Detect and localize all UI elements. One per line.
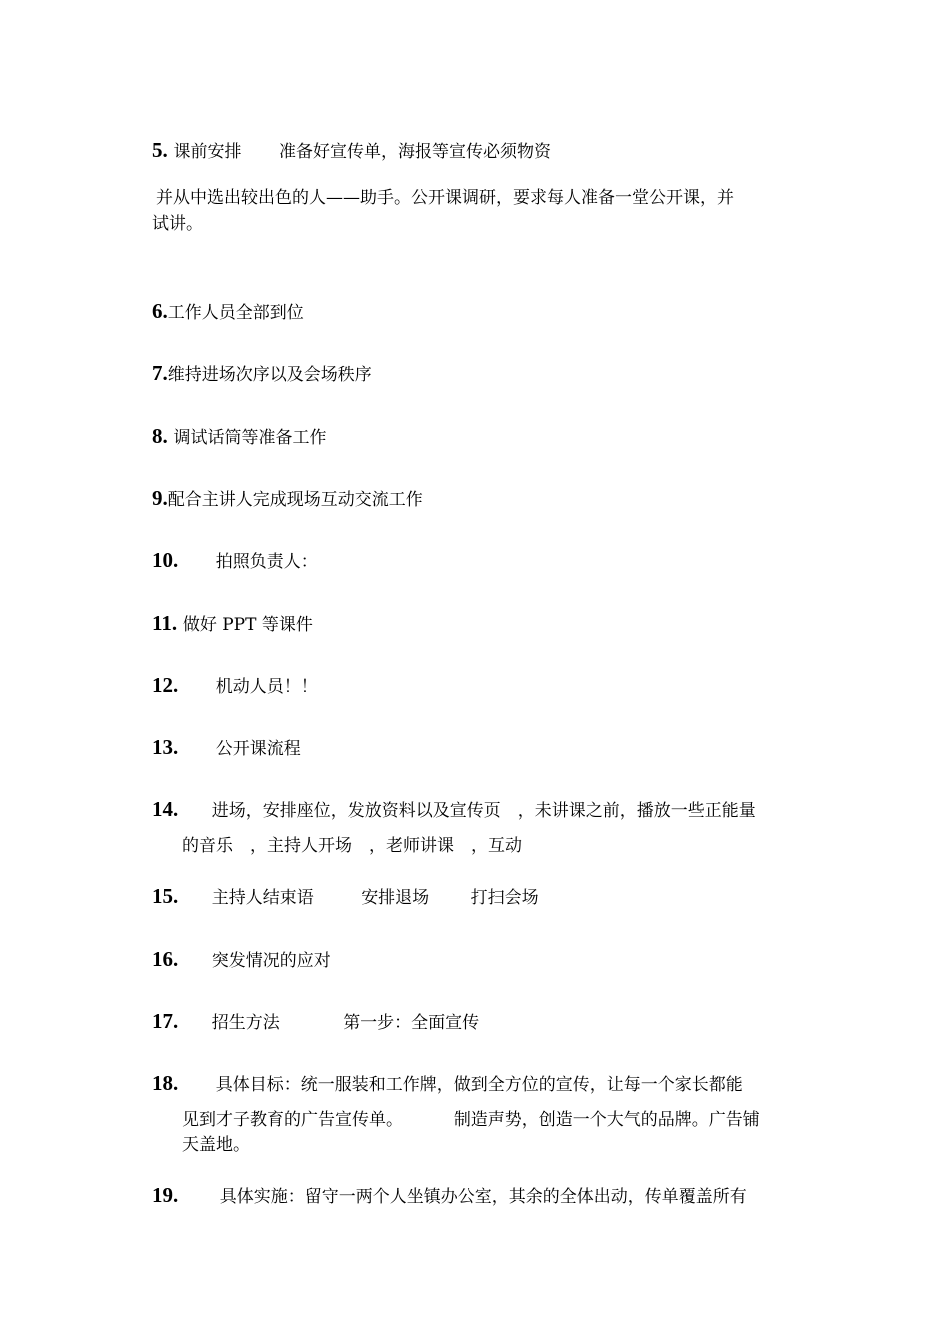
list-item-16 — [152, 947, 331, 973]
list-item-15 — [152, 884, 539, 910]
list-item-19 — [152, 1183, 747, 1209]
item-number: 14. — [152, 797, 179, 821]
list-item-13 — [152, 735, 301, 761]
list-item-11 — [152, 611, 313, 637]
item-text: 进场，安排座位，发放资料以及宣传页 ，未讲课之前，播放一些正能量 — [211, 801, 756, 821]
item-number: 18. — [152, 1071, 179, 1095]
item-text: 课前安排 — [173, 142, 242, 162]
item-text-2: 安排退场 — [361, 888, 430, 908]
item-number: 19. — [152, 1183, 179, 1207]
item-number: 13. — [152, 735, 179, 759]
item-text: 工作人员全部到位 — [167, 303, 304, 323]
list-item-5 — [152, 138, 551, 164]
item-number: 15. — [152, 884, 179, 908]
list-item-18-continuation-2: 天盖地。 — [182, 1135, 250, 1155]
item-number: 17. — [152, 1009, 179, 1033]
item-text: 机动人员！！ — [215, 677, 318, 697]
list-item-8 — [152, 424, 326, 450]
item-number: 12. — [152, 673, 179, 697]
list-item-10 — [152, 548, 318, 574]
item-text: 拍照负责人： — [215, 552, 318, 572]
item-text: 维持进场次序以及会场秩序 — [167, 365, 372, 385]
item-text: 做好 PPT 等课件 — [182, 615, 313, 635]
list-item-18 — [152, 1071, 743, 1097]
list-item-14-continuation: 的音乐 ，主持人开场 ，老师讲课 ，互动 — [182, 836, 522, 856]
item-text: 调试话筒等准备工作 — [173, 428, 327, 448]
item-text-3: 打扫会场 — [470, 888, 539, 908]
list-item-14 — [152, 797, 756, 823]
list-item-18-continuation — [182, 1108, 760, 1132]
item-number: 9. — [152, 486, 168, 510]
item-text: 突发情况的应对 — [211, 951, 331, 971]
item-text: 具体实施：留守一两个人坐镇办公室，其余的全体出动，传单覆盖所有 — [219, 1187, 747, 1207]
item-number: 6. — [152, 299, 168, 323]
item-number: 11. — [152, 611, 178, 635]
item-text-2: 第一步：全面宣传 — [343, 1013, 480, 1033]
list-item-17 — [152, 1009, 479, 1035]
item-text: 公开课流程 — [215, 739, 301, 759]
item-text: 招生方法 — [211, 1013, 280, 1033]
item-text: 配合主讲人完成现场互动交流工作 — [167, 490, 423, 510]
item-text: 具体目标：统一服装和工作牌，做到全方位的宣传，让每一个家长都能 — [215, 1075, 743, 1095]
item-text-2: 准备好宣传单，海报等宣传必须物资 — [278, 142, 551, 162]
paragraph-line-2: 试讲。 — [152, 214, 203, 234]
list-item-9 — [152, 486, 423, 512]
item-number: 10. — [152, 548, 179, 572]
continuation-part-2: 制造声势，创造一个大气的品牌。广告铺 — [453, 1110, 760, 1130]
item-number: 7. — [152, 361, 168, 385]
item-number: 16. — [152, 947, 179, 971]
continuation-part-1: 见到才子教育的广告宣传单。 — [182, 1110, 403, 1130]
list-item-12 — [152, 673, 318, 699]
list-item-7 — [152, 361, 372, 387]
item-number: 8. — [152, 424, 168, 448]
item-number: 5. — [152, 138, 168, 162]
list-item-6 — [152, 299, 304, 325]
item-text: 主持人结束语 — [211, 888, 314, 908]
paragraph-line-1: 并从中选出较出色的人——助手。公开课调研，要求每人准备一堂公开课，并 — [156, 188, 734, 208]
